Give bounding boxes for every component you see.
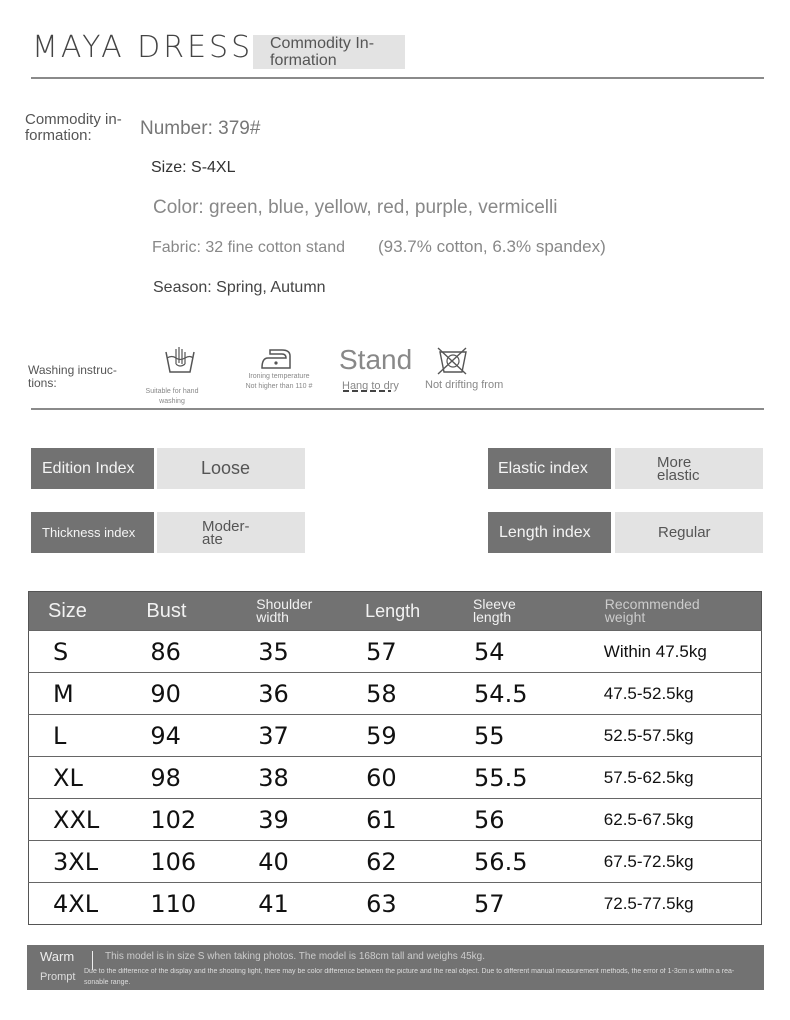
table-row (29, 631, 762, 673)
table-header-row (29, 592, 762, 631)
header-bust: Bust (118, 592, 222, 631)
hand-wash-icon (163, 346, 197, 381)
hand-wash-caption: Suitable for hand washing (145, 388, 199, 405)
table-cell: 54 (440, 631, 574, 673)
table-cell: 62.5-67.5kg (574, 799, 762, 841)
size-table (28, 591, 762, 925)
page-title: MAYA DRESS (32, 30, 254, 65)
header-shoulder: Shoulder width (222, 592, 332, 631)
prompt-line-1: This model is in size S when taking photos. The model is 168cm tall and weighs 45kg. (105, 951, 486, 962)
info-color: Color: green, blue, yellow, red, purple, vermicelli (153, 197, 558, 218)
elastic-index-label: Elastic index (488, 448, 611, 489)
table-cell: 63 (332, 883, 440, 925)
header-sleeve: Sleeve length (440, 592, 574, 631)
length-index-value: Regular (615, 512, 763, 553)
table-cell: XL (29, 757, 119, 799)
table-cell: 52.5-57.5kg (574, 715, 762, 757)
hang-dry-stand: Stand (339, 344, 413, 375)
warm-prompt-banner (27, 945, 764, 990)
header-size: Size (29, 592, 119, 631)
table-cell: 41 (222, 883, 332, 925)
info-number: Number: 379# (140, 118, 261, 139)
table-cell: 56.5 (440, 841, 574, 883)
table-cell: 62 (332, 841, 440, 883)
table-cell: 72.5-77.5kg (574, 883, 762, 925)
edition-index-label: Edition Index (31, 448, 154, 489)
table-cell: Within 47.5kg (574, 631, 762, 673)
info-size: Size: S-4XL (151, 159, 236, 176)
thickness-index-label: Thickness index (31, 512, 154, 553)
table-cell: 106 (118, 841, 222, 883)
table-cell: 56 (440, 799, 574, 841)
hang-dry-caption: Hang to dry (342, 380, 399, 392)
table-row (29, 673, 762, 715)
table-row (29, 715, 762, 757)
table-cell: 57 (440, 883, 574, 925)
table-cell: 36 (222, 673, 332, 715)
table-cell: 40 (222, 841, 332, 883)
iron-icon (260, 346, 292, 375)
prompt-line-2: Due to the difference of the display and the shooting light, there may be color difference between the picture and the real object. Due to different manual measurement methods, the error of 1-3cm is within a rea- (84, 968, 735, 975)
table-row (29, 841, 762, 883)
warm-title: Warm (40, 949, 75, 964)
table-cell: 94 (118, 715, 222, 757)
info-fabric: Fabric: 32 fine cotton stand (152, 239, 345, 256)
table-cell: 57 (332, 631, 440, 673)
table-row (29, 883, 762, 925)
info-label: Commodity in- formation: (25, 111, 122, 144)
header-weight: Recommended weight (574, 592, 762, 631)
header-length: Length (332, 592, 440, 631)
table-cell: 37 (222, 715, 332, 757)
table-cell: 59 (332, 715, 440, 757)
table-cell: 102 (118, 799, 222, 841)
table-cell: 54.5 (440, 673, 574, 715)
table-cell: 55.5 (440, 757, 574, 799)
table-cell: M (29, 673, 119, 715)
prompt-title: Prompt (40, 971, 76, 983)
table-cell: 110 (118, 883, 222, 925)
table-cell: S (29, 631, 119, 673)
table-cell: 86 (118, 631, 222, 673)
info-season: Season: Spring, Autumn (153, 279, 326, 296)
prompt-line-3: sonable range. (84, 979, 131, 986)
table-cell: 58 (332, 673, 440, 715)
divider (31, 77, 764, 79)
table-cell: 3XL (29, 841, 119, 883)
washing-label: Washing instruc- tions: (28, 363, 117, 390)
no-tumble-dry-caption: Not drifting from (425, 379, 504, 391)
table-cell: L (29, 715, 119, 757)
table-cell: 38 (222, 757, 332, 799)
table-cell: 55 (440, 715, 574, 757)
section-tag: Commodity In- formation (253, 35, 405, 69)
table-row (29, 757, 762, 799)
elastic-index-value: More elastic (615, 448, 763, 489)
table-cell: 57.5-62.5kg (574, 757, 762, 799)
table-cell: 47.5-52.5kg (574, 673, 762, 715)
table-cell: 98 (118, 757, 222, 799)
table-cell: 4XL (29, 883, 119, 925)
table-cell: 35 (222, 631, 332, 673)
hang-dry-icon (343, 381, 391, 399)
length-index-label: Length index (488, 512, 611, 553)
table-row (29, 799, 762, 841)
divider (31, 408, 764, 410)
table-cell: 60 (332, 757, 440, 799)
table-cell: 39 (222, 799, 332, 841)
table-cell: 67.5-72.5kg (574, 841, 762, 883)
table-cell: 61 (332, 799, 440, 841)
thickness-index-value: Moder- ate (157, 512, 305, 553)
iron-caption: Ironing temperature Not higher than 110 # (245, 373, 313, 390)
table-cell: 90 (118, 673, 222, 715)
edition-index-value: Loose (157, 448, 305, 489)
no-tumble-dry-icon (436, 346, 468, 381)
info-fabric-detail: (93.7% cotton, 6.3% spandex) (378, 237, 606, 256)
table-cell: XXL (29, 799, 119, 841)
